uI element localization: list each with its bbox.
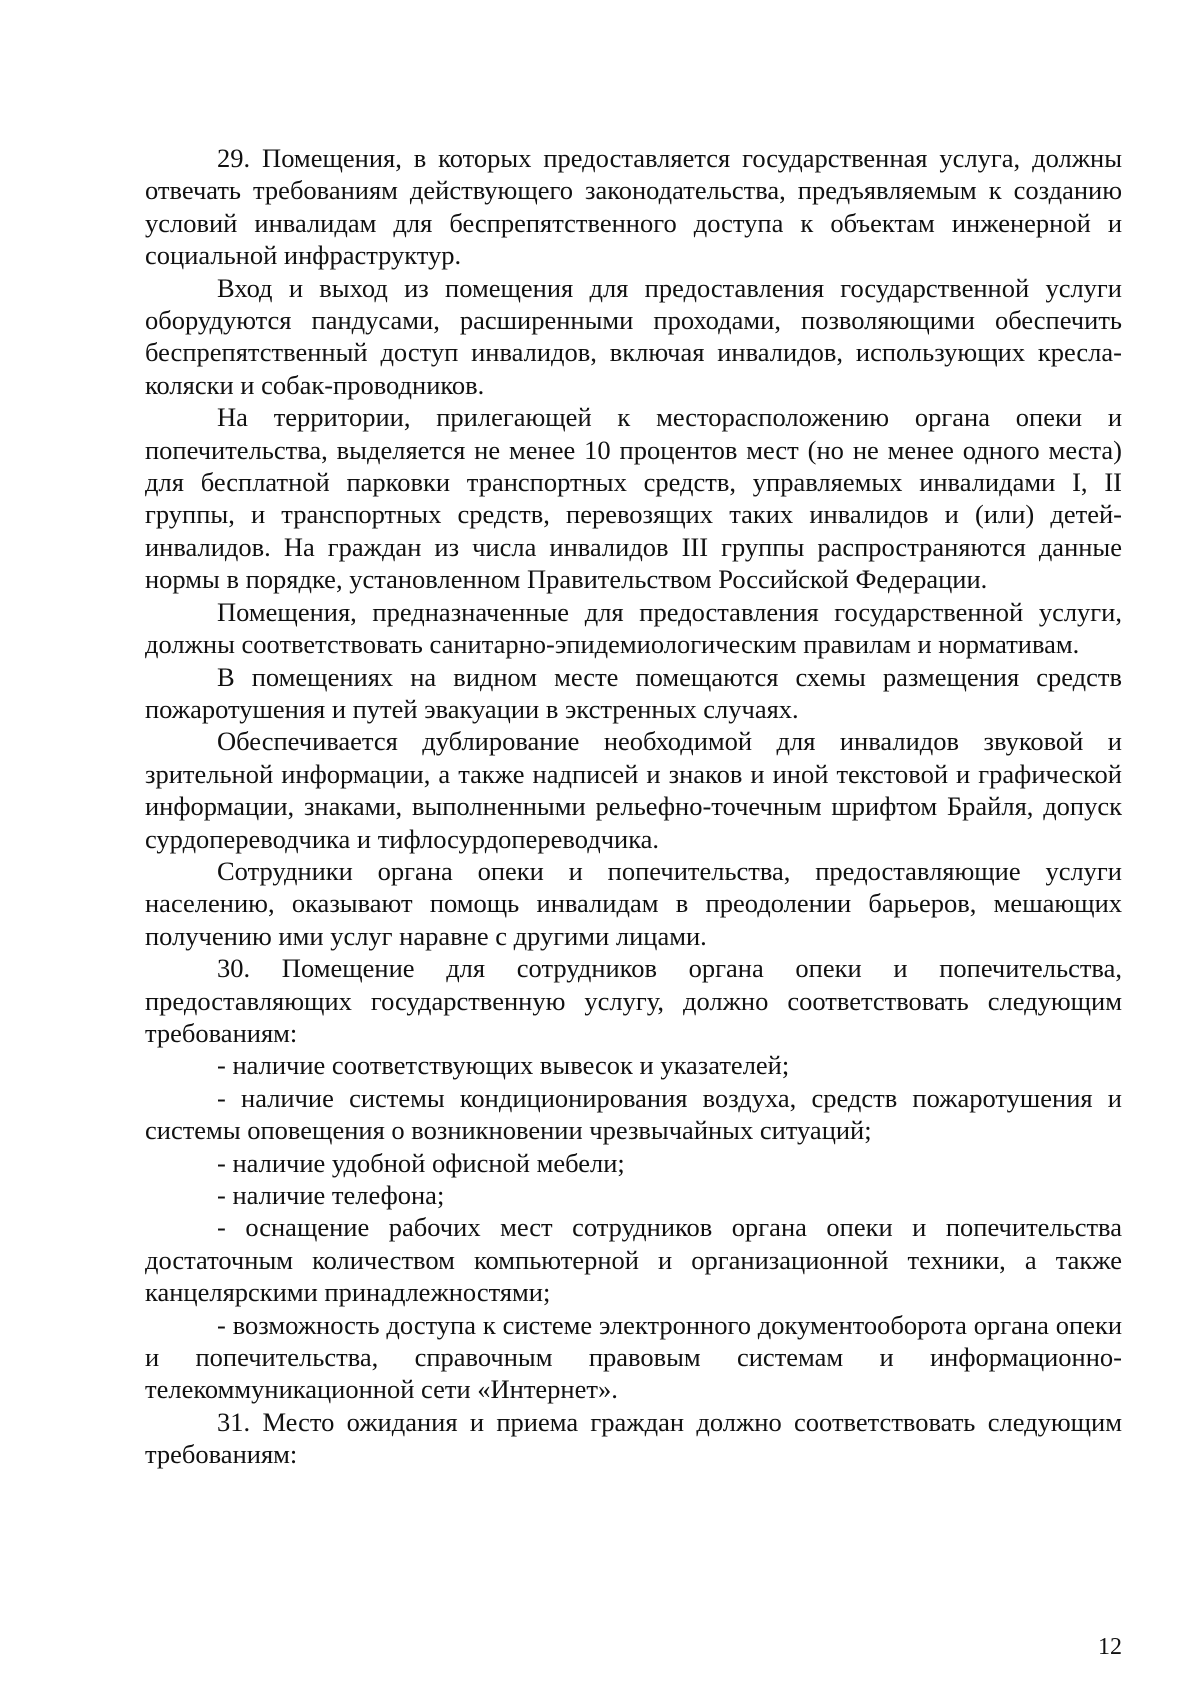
paragraph-parking: На территории, прилегающей к месторасположению органа опеки и попечительства, выделяется не менее 10 процентов мест (но не менее одного места) для бесплатной парковки транспортных средств, управляемых инвалидами I, II группы, и транспортных средств, перевозящих таких инвалидов и (или) детей-инвалидов. На граждан из числа инвалидов III группы распространяются данные нормы в порядке, установленном Правительством Российской Федерации.: [145, 402, 1122, 595]
list-item-workplace-equipment: - оснащение рабочих мест сотрудников органа опеки и попечительства достаточным количеством компьютерной и организационной техники, а также канцелярскими принадлежностями;: [145, 1212, 1122, 1308]
paragraph-sanitary: Помещения, предназначенные для предоставления государственной услуги, должны соответствовать санитарно-эпидемиологическим правилам и нормативам.: [145, 596, 1122, 660]
paragraph-30-staff-premises: 30. Помещение для сотрудников органа опеки и попечительства, предоставляющих государственную услугу, должно соответствовать следующим требованиям:: [145, 953, 1122, 1048]
paragraph-staff-assistance: Сотрудники органа опеки и попечительства, предоставляющие услуги населению, оказывают помощь инвалидам в преодолении барьеров, мешающих получению ими услуг наравне с другими лицами.: [145, 855, 1122, 951]
list-item-document-access: - возможность доступа к системе электронного документооборота органа опеки и попечительства, справочным правовым системам и информационно-телекоммуникационной сети «Интернет».: [145, 1309, 1122, 1405]
paragraph-entrance-exit: Вход и выход из помещения для предоставления государственной услуги оборудуются пандусами, расширенными проходами, позволяющими обеспечить беспрепятственный доступ инвалидов, включая инвалидов, использующих кресла-коляски и собак-проводников.: [145, 272, 1122, 400]
paragraph-evacuation: В помещениях на видном месте помещаются схемы размещения средств пожаротушения и путей эвакуации в экстренных случаях.: [145, 661, 1122, 724]
list-item-furniture: - наличие удобной офисной мебели;: [217, 1147, 625, 1178]
list-item-signs: - наличие соответствующих вывесок и указателей;: [217, 1050, 790, 1081]
paragraph-31-waiting-area: 31. Место ожидания и приема граждан должно соответствовать следующим требованиям:: [145, 1406, 1122, 1470]
paragraph-29-premises: 29. Помещения, в которых предоставляется государственная услуга, должны отвечать требованиям действующего законодательства, предъявляемым к созданию условий инвалидам для беспрепятственного доступа к объектам инженерной и социальной инфраструктур.: [145, 143, 1122, 271]
page-number: 12: [1098, 1634, 1122, 1660]
list-item-phone: - наличие телефона;: [217, 1180, 445, 1210]
document-body: [145, 142, 1122, 1471]
paragraph-duplication: Обеспечивается дублирование необходимой для инвалидов звуковой и зрительной информации, а также надписей и знаков и иной текстовой и графической информации, знаками, выполненными рельефно-точечным шрифтом Брайля, допуск сурдопереводчика и тифлосурдопереводчика.: [145, 726, 1122, 854]
list-item-air-conditioning: - наличие системы кондиционирования воздуха, средств пожаротушения и системы оповещения о возникновении чрезвычайных ситуаций;: [145, 1082, 1122, 1146]
